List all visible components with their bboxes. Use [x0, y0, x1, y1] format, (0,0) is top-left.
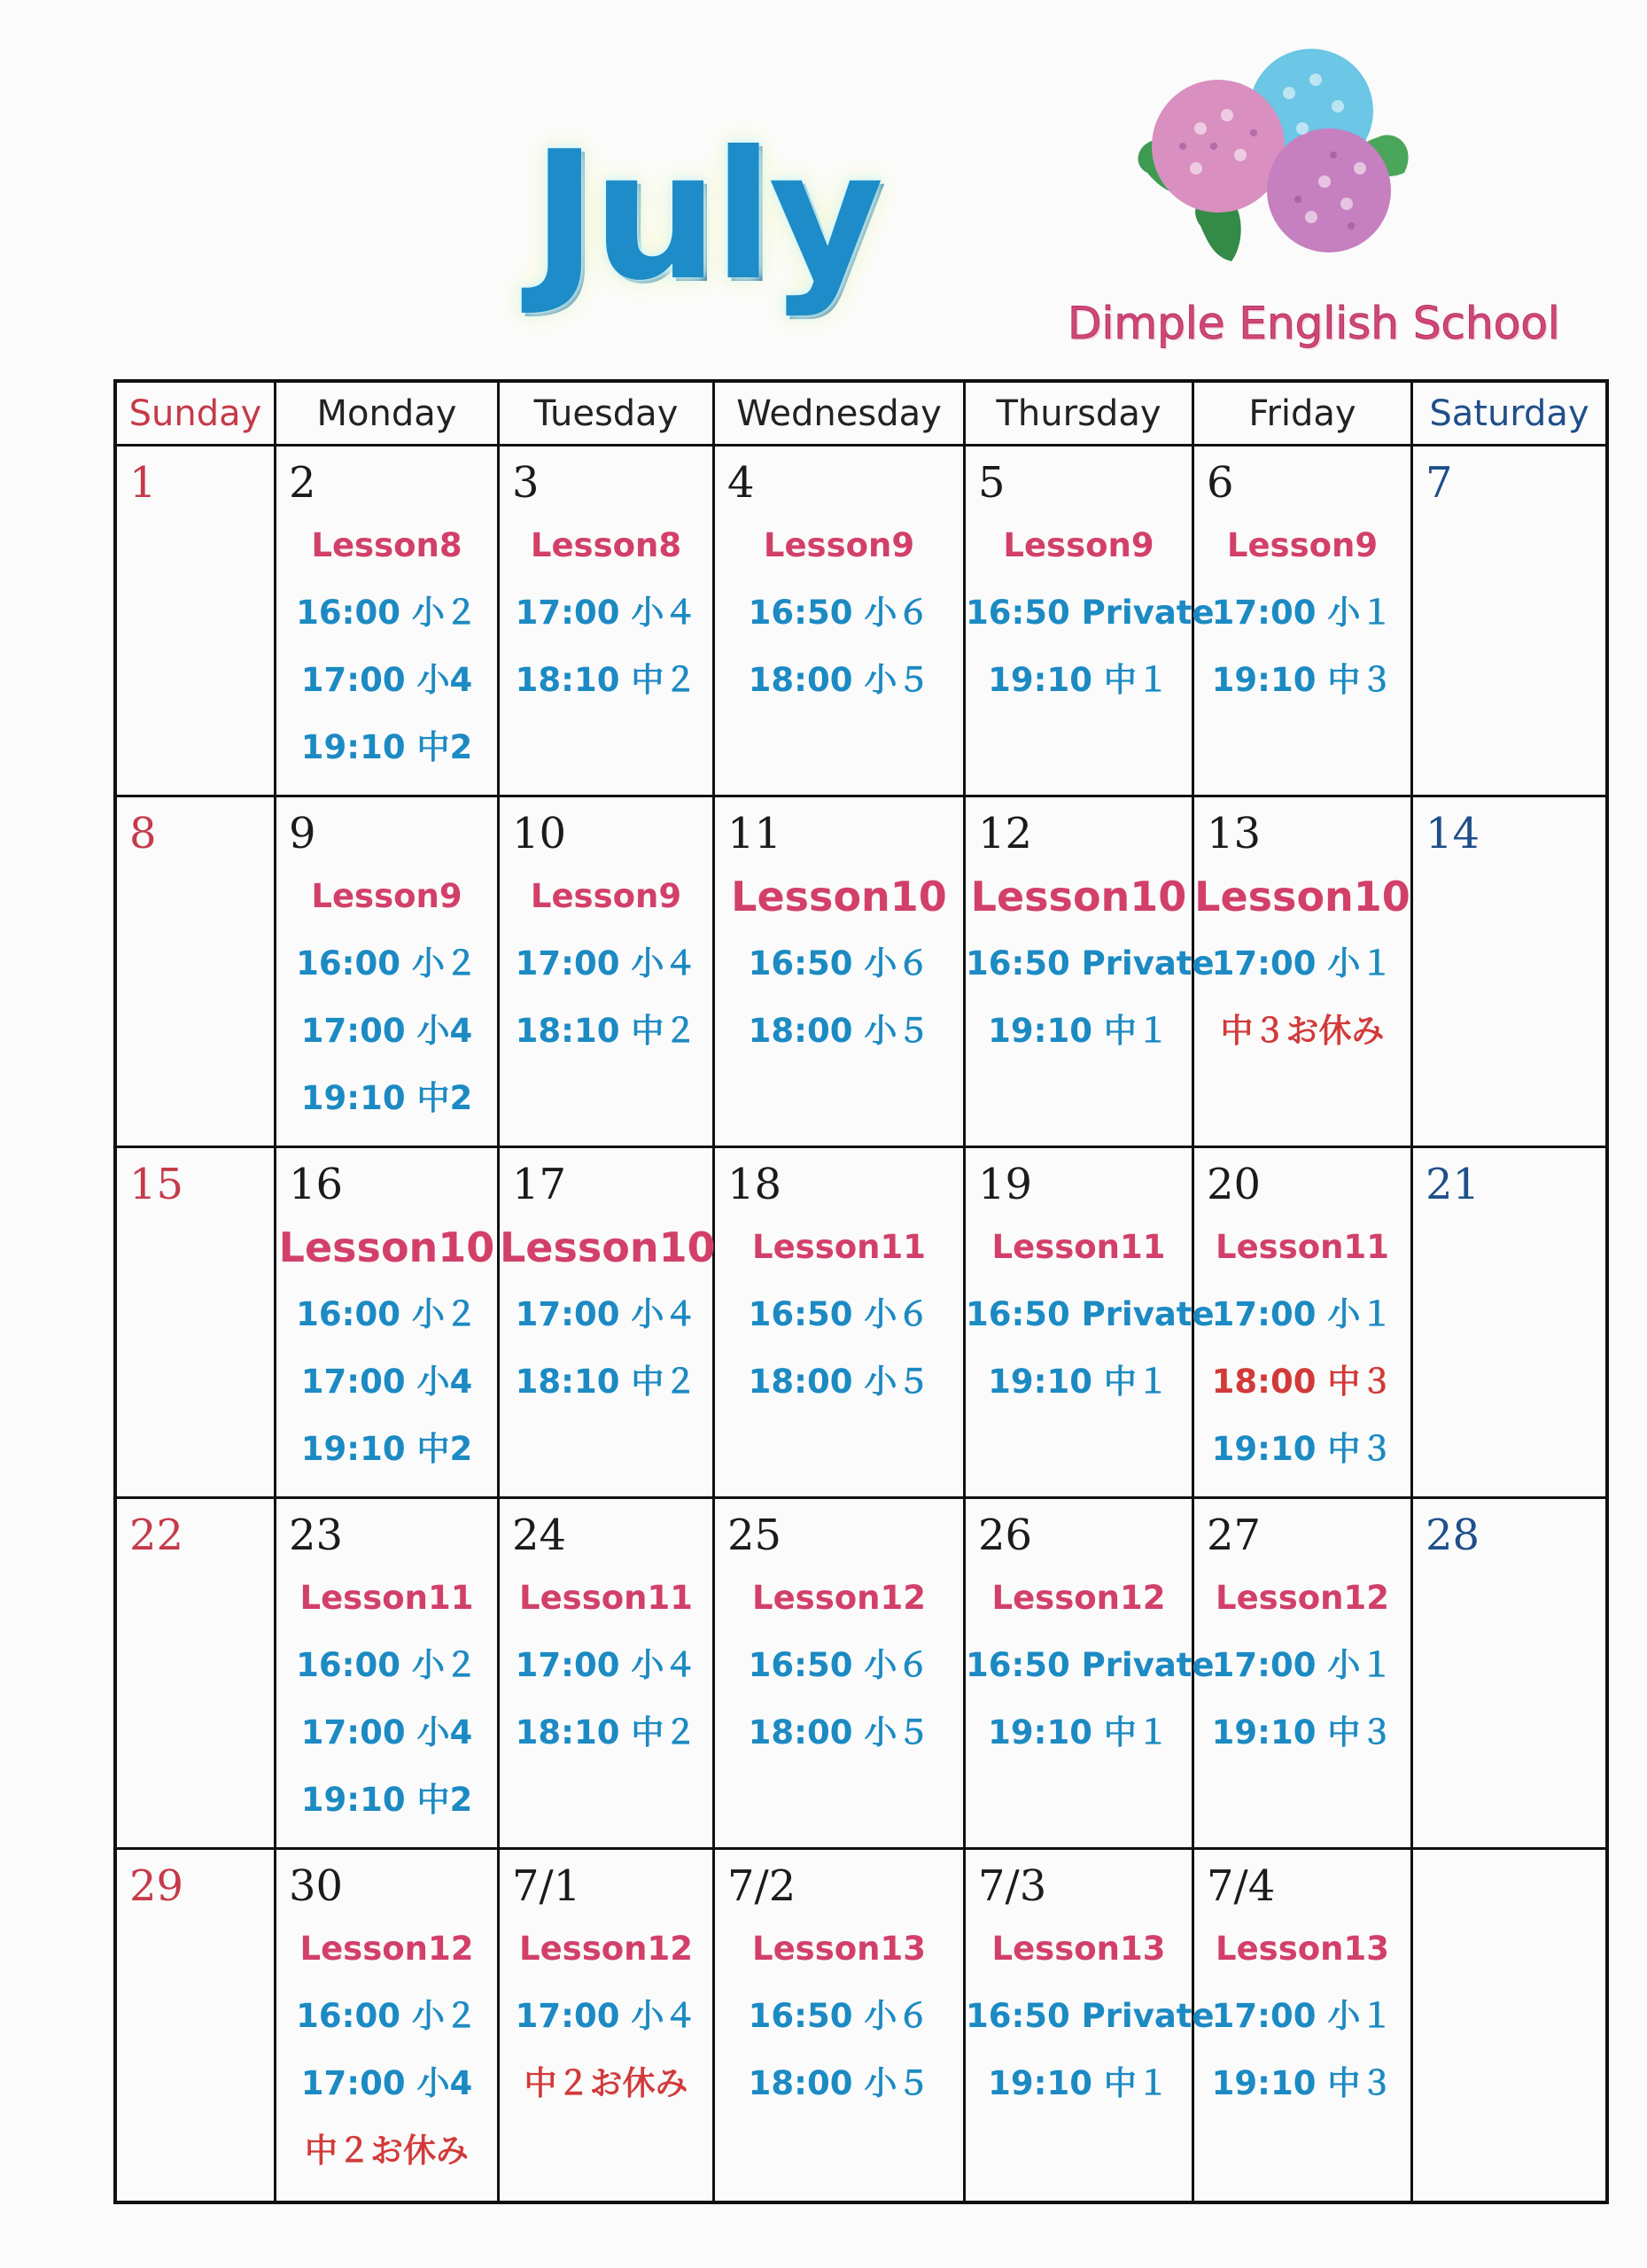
- lesson-label: Lesson8: [311, 526, 462, 564]
- lesson-label: Lesson11: [519, 1579, 693, 1617]
- day-cell: [276, 447, 500, 797]
- day-schedule: [715, 863, 963, 1065]
- class-time: 17:00 小４: [515, 1997, 697, 2035]
- hydrangea-flower-icon: [1112, 40, 1413, 270]
- holiday-note: 18:00 中３: [1211, 1363, 1394, 1401]
- day-number: 23: [289, 1511, 344, 1560]
- day-schedule: [966, 1214, 1215, 1416]
- lesson-label: Lesson10: [278, 1223, 495, 1271]
- day-cell: [500, 1148, 715, 1499]
- class-time: 17:00 小4: [300, 1012, 473, 1050]
- class-time: 16:00 小２: [296, 594, 478, 632]
- day-number: 22: [129, 1511, 184, 1560]
- class-time: 19:10 中2: [300, 1430, 473, 1468]
- day-schedule: [715, 512, 963, 714]
- day-cell: [276, 1148, 500, 1499]
- day-schedule: [715, 1915, 963, 2117]
- lesson-label: Lesson9: [1003, 526, 1154, 564]
- lesson-label: Lesson13: [752, 1930, 926, 1968]
- day-number: 12: [978, 809, 1033, 858]
- class-time: 17:00 小4: [300, 1363, 473, 1401]
- day-number: 13: [1207, 809, 1262, 858]
- class-time: 19:10 中１: [988, 1363, 1169, 1401]
- day-cell: [1194, 447, 1413, 797]
- day-number: 24: [512, 1511, 567, 1560]
- class-time: 19:10 中１: [988, 2064, 1169, 2102]
- lesson-label: Lesson13: [1216, 1930, 1389, 1968]
- day-cell: [715, 1850, 966, 2201]
- day-number: 16: [289, 1160, 344, 1209]
- day-cell: [1413, 447, 1605, 797]
- lesson-label: Lesson12: [1216, 1579, 1389, 1617]
- class-time: 19:10 中１: [988, 1713, 1169, 1751]
- day-number: 7: [1426, 458, 1453, 508]
- day-number: 6: [1207, 458, 1234, 508]
- class-time: 18:00 小５: [748, 2064, 930, 2102]
- day-number: [1426, 1862, 1600, 1915]
- class-time: 18:00 小５: [748, 1012, 930, 1050]
- day-schedule: [966, 1915, 1215, 2117]
- day-cell: [966, 797, 1215, 1148]
- day-cell: [1413, 1148, 1605, 1499]
- day-schedule: [500, 1915, 712, 2117]
- day-cell: [500, 1499, 715, 1850]
- day-number: 25: [727, 1511, 782, 1560]
- day-cell: [715, 797, 966, 1148]
- lesson-label: Lesson10: [731, 873, 947, 920]
- day-number: 7/1: [512, 1861, 581, 1911]
- class-time: 16:50 Private: [966, 1295, 1215, 1333]
- class-time: 16:50 Private: [966, 1997, 1215, 2035]
- day-cell: [500, 797, 715, 1148]
- day-cell: [276, 1499, 500, 1850]
- class-time: 16:50 小６: [748, 594, 930, 632]
- lesson-label: Lesson9: [1226, 526, 1379, 564]
- class-time: 17:00 小１: [1211, 1646, 1394, 1684]
- day-schedule: [500, 1565, 712, 1767]
- day-number: 7/3: [978, 1861, 1047, 1911]
- day-schedule: [276, 863, 497, 1132]
- lesson-label: Lesson10: [1194, 873, 1410, 920]
- day-number: 20: [1207, 1160, 1262, 1209]
- class-time: 17:00 小４: [515, 1295, 697, 1333]
- class-time: 18:10 中２: [515, 661, 697, 699]
- day-schedule: [1194, 512, 1410, 714]
- class-time: 16:00 小２: [296, 1997, 478, 2035]
- lesson-label: Lesson11: [991, 1228, 1166, 1266]
- lesson-label: Lesson10: [500, 1223, 716, 1271]
- class-time: 18:10 中２: [515, 1363, 697, 1401]
- day-schedule: [500, 1214, 716, 1416]
- day-cell: [276, 797, 500, 1148]
- lesson-label: Lesson11: [752, 1228, 926, 1266]
- lesson-label: Lesson12: [299, 1930, 474, 1968]
- day-cell: [966, 1850, 1215, 2201]
- weekday-header-sunday: Sunday: [117, 383, 276, 447]
- holiday-note: 中２お休み: [305, 2132, 469, 2170]
- class-time: 19:10 中３: [1211, 2064, 1394, 2102]
- calendar-grid: [113, 379, 1609, 2204]
- day-number: 7/2: [727, 1861, 796, 1911]
- lesson-label: Lesson8: [530, 526, 682, 564]
- day-schedule: [966, 1565, 1215, 1767]
- day-cell: [966, 1148, 1215, 1499]
- day-number: 14: [1426, 809, 1480, 858]
- lesson-label: Lesson9: [530, 877, 682, 915]
- class-time: 16:50 Private: [966, 944, 1215, 983]
- class-time: 17:00 小４: [515, 594, 697, 632]
- weekday-header-thursday: Thursday: [966, 383, 1194, 447]
- class-time: 19:10 中３: [1211, 1430, 1394, 1468]
- day-schedule: [966, 512, 1215, 714]
- class-time: 19:10 中１: [988, 661, 1169, 699]
- lesson-label: Lesson10: [970, 873, 1187, 920]
- weekday-header-wednesday: Wednesday: [715, 383, 966, 447]
- day-schedule: [276, 512, 497, 781]
- lesson-label: Lesson9: [311, 877, 462, 915]
- day-cell: [715, 447, 966, 797]
- day-cell: [1194, 797, 1413, 1148]
- day-number: 8: [129, 809, 157, 858]
- class-time: 17:00 小４: [515, 944, 697, 983]
- day-number: 7/4: [1207, 1861, 1276, 1911]
- lesson-label: Lesson12: [519, 1930, 693, 1968]
- day-number: 26: [978, 1511, 1033, 1560]
- class-time: 19:10 中１: [988, 1012, 1169, 1050]
- day-schedule: [500, 863, 712, 1065]
- day-cell: [715, 1499, 966, 1850]
- day-cell: [1194, 1499, 1413, 1850]
- day-schedule: [966, 863, 1215, 1065]
- class-time: 16:00 小２: [296, 944, 478, 983]
- day-cell: [117, 447, 276, 797]
- day-cell: [1194, 1850, 1413, 2201]
- month-title: July: [532, 113, 879, 320]
- class-time: 17:00 小１: [1211, 1295, 1394, 1333]
- class-time: 19:10 中３: [1211, 661, 1394, 699]
- class-time: 16:50 Private: [966, 594, 1215, 632]
- class-time: 19:10 中2: [300, 1781, 473, 1819]
- weekday-header-friday: Friday: [1194, 383, 1413, 447]
- class-time: 16:50 Private: [966, 1646, 1215, 1684]
- school-name: Dimple English School: [1068, 298, 1560, 349]
- class-time: 17:00 小１: [1211, 944, 1394, 983]
- lesson-label: Lesson12: [752, 1579, 926, 1617]
- day-number: 11: [727, 809, 782, 858]
- day-schedule: [276, 1214, 497, 1483]
- class-time: 17:00 小4: [300, 1713, 473, 1751]
- day-cell: [1413, 1850, 1605, 2201]
- class-time: 16:50 小６: [748, 1997, 930, 2035]
- holiday-note: 中３お休み: [1220, 1012, 1385, 1050]
- day-schedule: [715, 1214, 963, 1416]
- day-schedule: [1194, 863, 1410, 1065]
- day-cell: [1194, 1148, 1413, 1499]
- day-schedule: [276, 1915, 497, 2185]
- class-time: 16:50 小６: [748, 944, 930, 983]
- day-number: 19: [978, 1160, 1033, 1209]
- day-number: 28: [1426, 1511, 1480, 1560]
- day-number: 10: [512, 809, 567, 858]
- day-schedule: [715, 1565, 963, 1767]
- class-time: 19:10 中2: [300, 1079, 473, 1117]
- weekday-header-monday: Monday: [276, 383, 500, 447]
- class-time: 18:00 小５: [748, 1713, 930, 1751]
- weekday-header-tuesday: Tuesday: [500, 383, 715, 447]
- class-time: 17:00 小4: [300, 661, 473, 699]
- day-cell: [117, 1148, 276, 1499]
- day-number: 15: [129, 1160, 184, 1209]
- class-time: 18:10 中２: [515, 1012, 697, 1050]
- lesson-label: Lesson11: [299, 1579, 474, 1617]
- day-number: 5: [978, 458, 1006, 508]
- day-number: 18: [727, 1160, 782, 1209]
- day-number: 27: [1207, 1511, 1262, 1560]
- class-time: 18:10 中２: [515, 1713, 697, 1751]
- holiday-note: 中２お休み: [524, 2064, 688, 2102]
- class-time: 16:50 小６: [748, 1646, 930, 1684]
- class-time: 16:00 小２: [296, 1646, 478, 1684]
- day-schedule: [276, 1565, 497, 1834]
- day-cell: [117, 797, 276, 1148]
- day-cell: [117, 1850, 276, 2201]
- day-cell: [966, 447, 1215, 797]
- day-schedule: [1194, 1565, 1410, 1767]
- class-time: 17:00 小１: [1211, 594, 1394, 632]
- class-time: 19:10 中2: [300, 728, 473, 766]
- day-number: 30: [289, 1861, 344, 1911]
- class-time: 16:00 小２: [296, 1295, 478, 1333]
- day-cell: [1413, 797, 1605, 1148]
- class-time: 17:00 小１: [1211, 1997, 1394, 2035]
- class-time: 19:10 中３: [1211, 1713, 1394, 1751]
- day-number: 3: [512, 458, 540, 508]
- day-cell: [1413, 1499, 1605, 1850]
- day-cell: [276, 1850, 500, 2201]
- day-cell: [500, 1850, 715, 2201]
- class-time: 18:00 小５: [748, 1363, 930, 1401]
- day-cell: [500, 447, 715, 797]
- day-number: 2: [289, 458, 316, 508]
- day-number: 1: [129, 458, 157, 508]
- day-cell: [966, 1499, 1215, 1850]
- day-number: 17: [512, 1160, 567, 1209]
- day-schedule: [1194, 1214, 1410, 1483]
- lesson-label: Lesson9: [763, 526, 915, 564]
- day-cell: [715, 1148, 966, 1499]
- day-number: 29: [129, 1861, 184, 1911]
- class-time: 17:00 小4: [300, 2064, 473, 2102]
- lesson-label: Lesson13: [991, 1930, 1166, 1968]
- day-schedule: [1194, 1915, 1410, 2117]
- class-time: 16:50 小６: [748, 1295, 930, 1333]
- lesson-label: Lesson11: [1216, 1228, 1389, 1266]
- weekday-header-saturday: Saturday: [1413, 383, 1605, 447]
- day-number: 4: [727, 458, 755, 508]
- class-time: 18:00 小５: [748, 661, 930, 699]
- day-number: 21: [1426, 1160, 1480, 1209]
- day-number: 9: [289, 809, 316, 858]
- lesson-label: Lesson12: [991, 1579, 1166, 1617]
- day-cell: [117, 1499, 276, 1850]
- class-time: 17:00 小４: [515, 1646, 697, 1684]
- day-schedule: [500, 512, 712, 714]
